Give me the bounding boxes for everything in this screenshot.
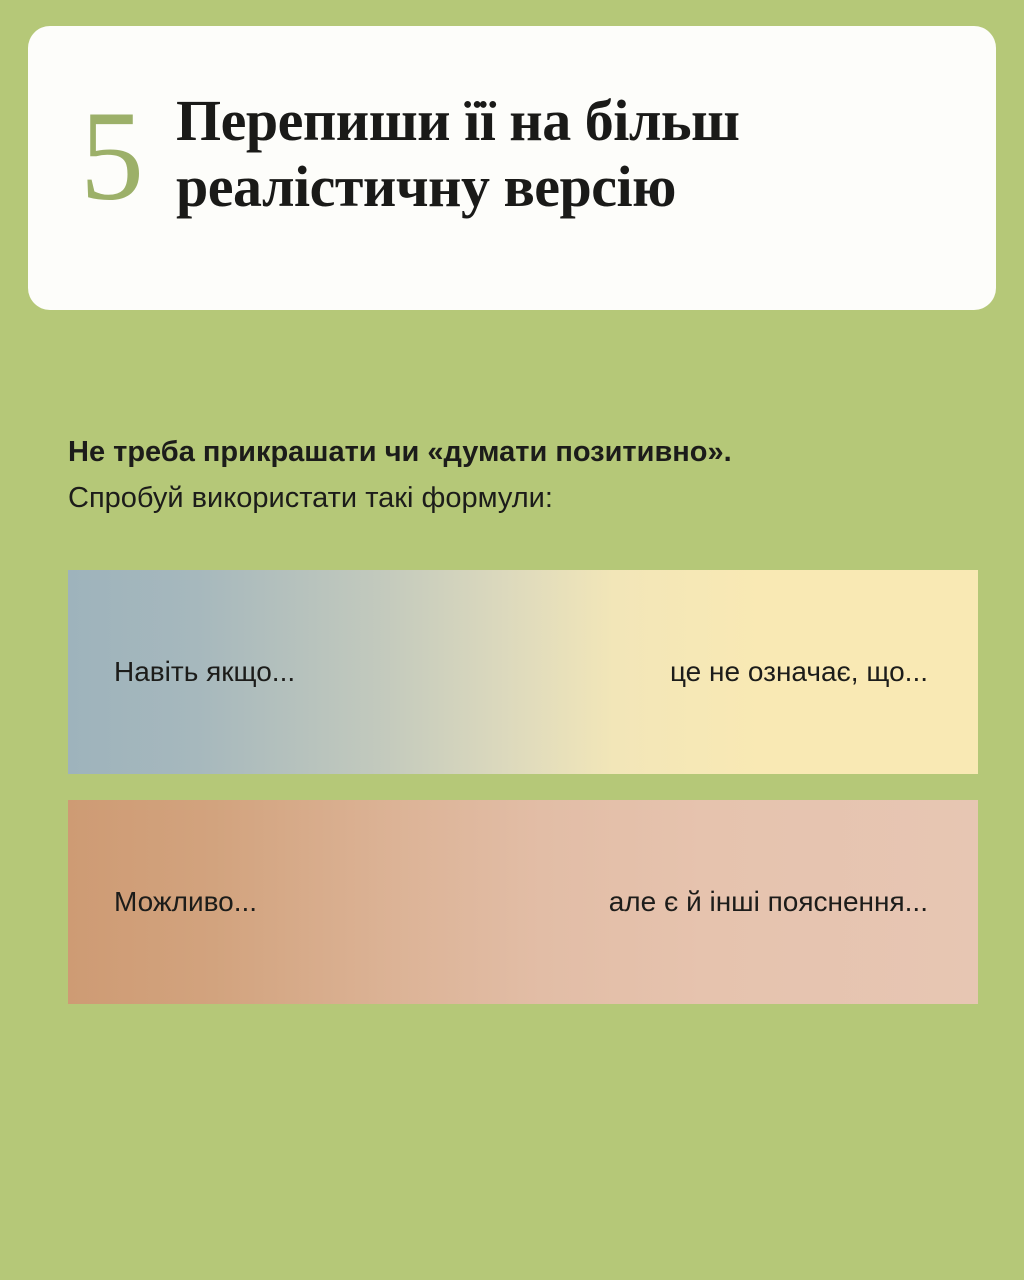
step-number: 5 (80, 85, 144, 227)
formula-bar-1 (68, 570, 978, 774)
header-content (80, 85, 966, 227)
formula-1-right-text: це не означає, що... (669, 656, 928, 687)
formula-2-right-text: але є й інші пояснення... (608, 886, 928, 917)
page-title: Перепиши її на більш реалістичну версію (176, 88, 740, 219)
lead-regular-text: Спробуй використати такі формули: (68, 482, 553, 514)
formula-bar-2 (68, 800, 978, 1004)
lead-bold-text: Не треба прикрашати чи «думати позитивно». (68, 436, 732, 468)
formula-2-left-text: Можливо... (114, 886, 258, 917)
header-card (28, 26, 996, 310)
formula-1-left-text: Навіть якщо... (114, 656, 296, 687)
body-copy (68, 432, 968, 518)
